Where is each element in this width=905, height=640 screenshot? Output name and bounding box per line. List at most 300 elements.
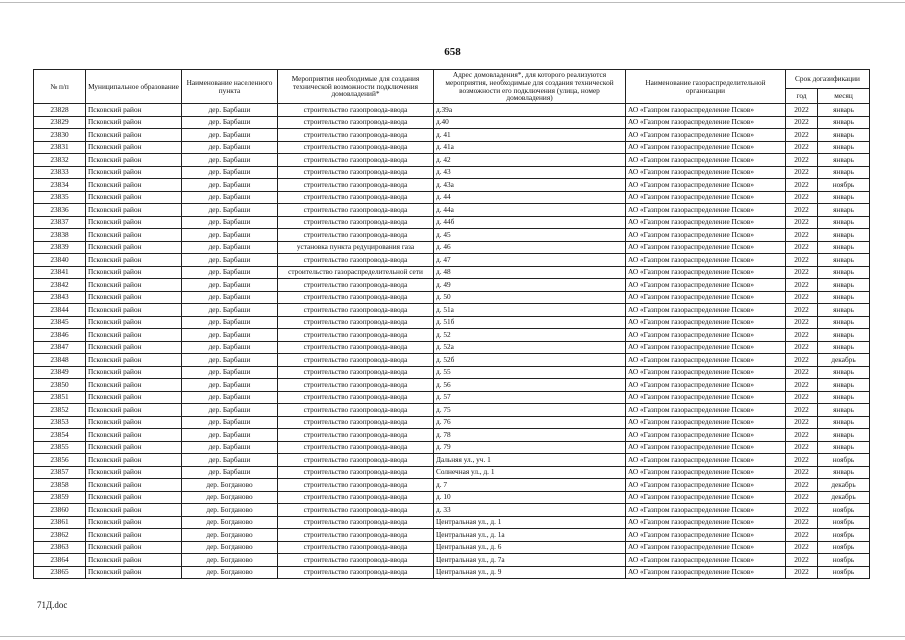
event-cell: строительство газопровода-ввода	[278, 366, 434, 379]
table-row	[34, 291, 870, 304]
address-cell: Центральная ул., д. 1	[434, 516, 626, 529]
organization-cell: АО «Газпром газораспределение Псков»	[626, 241, 786, 254]
address-cell: д.39а	[434, 104, 626, 117]
table-row	[34, 504, 870, 517]
organization-cell: АО «Газпром газораспределение Псков»	[626, 466, 786, 479]
organization-cell: АО «Газпром газораспределение Псков»	[626, 141, 786, 154]
row-number: 23857	[34, 466, 86, 479]
table-row	[34, 129, 870, 142]
year-cell: 2022	[786, 329, 818, 342]
row-number: 23861	[34, 516, 86, 529]
organization-cell: АО «Газпром газораспределение Псков»	[626, 366, 786, 379]
month-cell: январь	[818, 154, 870, 167]
table-row	[34, 554, 870, 567]
place-cell: дер. Богданово	[182, 479, 278, 492]
table-row	[34, 466, 870, 479]
event-cell: строительство газопровода-ввода	[278, 166, 434, 179]
table-row	[34, 391, 870, 404]
month-cell: ноябрь	[818, 179, 870, 192]
year-cell: 2022	[786, 566, 818, 579]
place-cell: дер. Богданово	[182, 491, 278, 504]
row-number: 23862	[34, 529, 86, 542]
row-number: 23832	[34, 154, 86, 167]
place-cell: дер. Барбаши	[182, 329, 278, 342]
table-row	[34, 529, 870, 542]
year-cell: 2022	[786, 391, 818, 404]
table-row	[34, 229, 870, 242]
event-cell: строительство газопровода-ввода	[278, 404, 434, 417]
organization-cell: АО «Газпром газораспределение Псков»	[626, 279, 786, 292]
address-cell: Дальняя ул., уч. 1	[434, 454, 626, 467]
row-number: 23849	[34, 366, 86, 379]
year-cell: 2022	[786, 204, 818, 217]
month-cell: январь	[818, 266, 870, 279]
year-cell: 2022	[786, 479, 818, 492]
year-cell: 2022	[786, 316, 818, 329]
address-cell: Центральная ул., д. 9	[434, 566, 626, 579]
year-cell: 2022	[786, 379, 818, 392]
year-cell: 2022	[786, 516, 818, 529]
district-cell: Псковский район	[86, 504, 182, 517]
address-cell: д. 51а	[434, 304, 626, 317]
year-cell: 2022	[786, 366, 818, 379]
table-row	[34, 541, 870, 554]
table-row	[34, 279, 870, 292]
scan-edge-top	[0, 2, 905, 3]
organization-cell: АО «Газпром газораспределение Псков»	[626, 454, 786, 467]
event-cell: строительство газопровода-ввода	[278, 491, 434, 504]
month-cell: ноябрь	[818, 529, 870, 542]
row-number: 23837	[34, 216, 86, 229]
event-cell: строительство газопровода-ввода	[278, 504, 434, 517]
event-cell: строительство газопровода-ввода	[278, 179, 434, 192]
row-number: 23844	[34, 304, 86, 317]
organization-cell: АО «Газпром газораспределение Псков»	[626, 354, 786, 367]
row-number: 23829	[34, 116, 86, 129]
month-cell: январь	[818, 366, 870, 379]
header-place: Наименование населенного пункта	[182, 70, 278, 104]
organization-cell: АО «Газпром газораспределение Псков»	[626, 254, 786, 267]
organization-cell: АО «Газпром газораспределение Псков»	[626, 566, 786, 579]
organization-cell: АО «Газпром газораспределение Псков»	[626, 304, 786, 317]
organization-cell: АО «Газпром газораспределение Псков»	[626, 529, 786, 542]
table-row	[34, 166, 870, 179]
year-cell: 2022	[786, 166, 818, 179]
page-number: 658	[444, 46, 461, 58]
row-number: 23864	[34, 554, 86, 567]
event-cell: строительство газопровода-ввода	[278, 229, 434, 242]
table-row	[34, 491, 870, 504]
row-number: 23831	[34, 141, 86, 154]
place-cell: дер. Барбаши	[182, 341, 278, 354]
event-cell: строительство газопровода-ввода	[278, 429, 434, 442]
place-cell: дер. Барбаши	[182, 104, 278, 117]
year-cell: 2022	[786, 254, 818, 267]
month-cell: январь	[818, 404, 870, 417]
row-number: 23839	[34, 241, 86, 254]
month-cell: январь	[818, 391, 870, 404]
row-number: 23834	[34, 179, 86, 192]
organization-cell: АО «Газпром газораспределение Псков»	[626, 404, 786, 417]
row-number: 23836	[34, 204, 86, 217]
district-cell: Псковский район	[86, 466, 182, 479]
header-organization: Наименование газораспределительной организации	[626, 70, 786, 104]
district-cell: Псковский район	[86, 516, 182, 529]
place-cell: дер. Барбаши	[182, 454, 278, 467]
organization-cell: АО «Газпром газораспределение Псков»	[626, 391, 786, 404]
event-cell: строительство газопровода-ввода	[278, 216, 434, 229]
table-row	[34, 116, 870, 129]
year-cell: 2022	[786, 441, 818, 454]
event-cell: строительство газопровода-ввода	[278, 354, 434, 367]
row-number: 23858	[34, 479, 86, 492]
place-cell: дер. Барбаши	[182, 441, 278, 454]
event-cell: строительство газопровода-ввода	[278, 329, 434, 342]
month-cell: январь	[818, 254, 870, 267]
district-cell: Псковский район	[86, 104, 182, 117]
address-cell: д. 57	[434, 391, 626, 404]
place-cell: дер. Барбаши	[182, 416, 278, 429]
organization-cell: АО «Газпром газораспределение Псков»	[626, 191, 786, 204]
table-row	[34, 354, 870, 367]
place-cell: дер. Барбаши	[182, 179, 278, 192]
row-number: 23828	[34, 104, 86, 117]
row-number: 23853	[34, 416, 86, 429]
row-number: 23851	[34, 391, 86, 404]
event-cell: строительство газопровода-ввода	[278, 204, 434, 217]
month-cell: ноябрь	[818, 504, 870, 517]
month-cell: январь	[818, 304, 870, 317]
address-cell: д. 44	[434, 191, 626, 204]
district-cell: Псковский район	[86, 316, 182, 329]
row-number: 23838	[34, 229, 86, 242]
district-cell: Псковский район	[86, 404, 182, 417]
place-cell: дер. Богданово	[182, 504, 278, 517]
event-cell: строительство газопровода-ввода	[278, 304, 434, 317]
organization-cell: АО «Газпром газораспределение Псков»	[626, 491, 786, 504]
event-cell: строительство газопровода-ввода	[278, 191, 434, 204]
month-cell: ноябрь	[818, 454, 870, 467]
event-cell: строительство газопровода-ввода	[278, 104, 434, 117]
month-cell: январь	[818, 416, 870, 429]
organization-cell: АО «Газпром газораспределение Псков»	[626, 541, 786, 554]
event-cell: строительство газопровода-ввода	[278, 566, 434, 579]
table-row	[34, 154, 870, 167]
row-number: 23843	[34, 291, 86, 304]
table-row	[34, 254, 870, 267]
year-cell: 2022	[786, 354, 818, 367]
year-cell: 2022	[786, 266, 818, 279]
table-row	[34, 429, 870, 442]
event-cell: строительство газопровода-ввода	[278, 116, 434, 129]
year-cell: 2022	[786, 304, 818, 317]
organization-cell: АО «Газпром газораспределение Псков»	[626, 441, 786, 454]
address-cell: д. 52	[434, 329, 626, 342]
address-cell: Центральная ул., д. 7а	[434, 554, 626, 567]
month-cell: январь	[818, 216, 870, 229]
year-cell: 2022	[786, 416, 818, 429]
event-cell: строительство газопровода-ввода	[278, 316, 434, 329]
organization-cell: АО «Газпром газораспределение Псков»	[626, 216, 786, 229]
month-cell: январь	[818, 279, 870, 292]
event-cell: строительство газопровода-ввода	[278, 291, 434, 304]
address-cell: д. 46	[434, 241, 626, 254]
place-cell: дер. Барбаши	[182, 116, 278, 129]
address-cell: д. 52б	[434, 354, 626, 367]
row-number: 23852	[34, 404, 86, 417]
district-cell: Псковский район	[86, 429, 182, 442]
district-cell: Псковский район	[86, 366, 182, 379]
row-number: 23850	[34, 379, 86, 392]
organization-cell: АО «Газпром газораспределение Псков»	[626, 229, 786, 242]
event-cell: строительство газопровода-ввода	[278, 141, 434, 154]
address-cell: д. 10	[434, 491, 626, 504]
address-cell: д. 45	[434, 229, 626, 242]
event-cell: строительство газораспределительной сети	[278, 266, 434, 279]
year-cell: 2022	[786, 129, 818, 142]
year-cell: 2022	[786, 154, 818, 167]
event-cell: строительство газопровода-ввода	[278, 454, 434, 467]
place-cell: дер. Барбаши	[182, 216, 278, 229]
month-cell: январь	[818, 379, 870, 392]
organization-cell: АО «Газпром газораспределение Псков»	[626, 429, 786, 442]
district-cell: Псковский район	[86, 266, 182, 279]
event-cell: строительство газопровода-ввода	[278, 529, 434, 542]
place-cell: дер. Барбаши	[182, 429, 278, 442]
place-cell: дер. Богданово	[182, 529, 278, 542]
table-row	[34, 366, 870, 379]
address-cell: д. 42	[434, 154, 626, 167]
district-cell: Псковский район	[86, 341, 182, 354]
address-cell: д. 76	[434, 416, 626, 429]
year-cell: 2022	[786, 429, 818, 442]
address-cell: д. 78	[434, 429, 626, 442]
address-cell: д. 41	[434, 129, 626, 142]
district-cell: Псковский район	[86, 541, 182, 554]
address-cell: д. 55	[434, 366, 626, 379]
table-row	[34, 329, 870, 342]
organization-cell: АО «Газпром газораспределение Псков»	[626, 129, 786, 142]
place-cell: дер. Барбаши	[182, 166, 278, 179]
place-cell: дер. Барбаши	[182, 266, 278, 279]
table-row	[34, 379, 870, 392]
month-cell: январь	[818, 129, 870, 142]
address-cell: д. 33	[434, 504, 626, 517]
address-cell: Центральная ул., д. 1а	[434, 529, 626, 542]
event-cell: строительство газопровода-ввода	[278, 279, 434, 292]
row-number: 23847	[34, 341, 86, 354]
organization-cell: АО «Газпром газораспределение Псков»	[626, 479, 786, 492]
place-cell: дер. Барбаши	[182, 304, 278, 317]
address-cell: д. 43	[434, 166, 626, 179]
district-cell: Псковский район	[86, 241, 182, 254]
year-cell: 2022	[786, 216, 818, 229]
event-cell: строительство газопровода-ввода	[278, 391, 434, 404]
place-cell: дер. Богданово	[182, 516, 278, 529]
address-cell: д. 48	[434, 266, 626, 279]
year-cell: 2022	[786, 541, 818, 554]
organization-cell: АО «Газпром газораспределение Псков»	[626, 554, 786, 567]
header-num: № п/п	[34, 70, 86, 104]
place-cell: дер. Барбаши	[182, 204, 278, 217]
table-row	[34, 304, 870, 317]
place-cell: дер. Барбаши	[182, 141, 278, 154]
place-cell: дер. Барбаши	[182, 229, 278, 242]
row-number: 23840	[34, 254, 86, 267]
district-cell: Псковский район	[86, 191, 182, 204]
month-cell: январь	[818, 466, 870, 479]
row-number: 23842	[34, 279, 86, 292]
month-cell: ноябрь	[818, 566, 870, 579]
row-number: 23835	[34, 191, 86, 204]
place-cell: дер. Барбаши	[182, 241, 278, 254]
month-cell: январь	[818, 329, 870, 342]
address-cell: д. 50	[434, 291, 626, 304]
table-row	[34, 404, 870, 417]
district-cell: Псковский район	[86, 129, 182, 142]
organization-cell: АО «Газпром газораспределение Псков»	[626, 266, 786, 279]
place-cell: дер. Барбаши	[182, 291, 278, 304]
month-cell: январь	[818, 104, 870, 117]
table-row	[34, 566, 870, 579]
place-cell: дер. Барбаши	[182, 379, 278, 392]
district-cell: Псковский район	[86, 416, 182, 429]
scan-edge-bottom	[0, 636, 905, 637]
event-cell: строительство газопровода-ввода	[278, 554, 434, 567]
address-cell: д. 41а	[434, 141, 626, 154]
organization-cell: АО «Газпром газораспределение Псков»	[626, 104, 786, 117]
district-cell: Псковский район	[86, 254, 182, 267]
place-cell: дер. Барбаши	[182, 366, 278, 379]
district-cell: Псковский район	[86, 279, 182, 292]
address-cell: д.40	[434, 116, 626, 129]
organization-cell: АО «Газпром газораспределение Псков»	[626, 179, 786, 192]
event-cell: строительство газопровода-ввода	[278, 479, 434, 492]
year-cell: 2022	[786, 229, 818, 242]
year-cell: 2022	[786, 104, 818, 117]
organization-cell: АО «Газпром газораспределение Псков»	[626, 416, 786, 429]
district-cell: Псковский район	[86, 216, 182, 229]
table-row	[34, 341, 870, 354]
table-body	[34, 104, 870, 579]
table-row	[34, 179, 870, 192]
district-cell: Псковский район	[86, 354, 182, 367]
month-cell: декабрь	[818, 491, 870, 504]
event-cell: строительство газопровода-ввода	[278, 379, 434, 392]
address-cell: д. 79	[434, 441, 626, 454]
organization-cell: АО «Газпром газораспределение Псков»	[626, 154, 786, 167]
month-cell: ноябрь	[818, 516, 870, 529]
address-cell: д. 44а	[434, 204, 626, 217]
month-cell: январь	[818, 191, 870, 204]
district-cell: Псковский район	[86, 329, 182, 342]
organization-cell: АО «Газпром газораспределение Псков»	[626, 341, 786, 354]
district-cell: Псковский район	[86, 566, 182, 579]
district-cell: Псковский район	[86, 154, 182, 167]
year-cell: 2022	[786, 116, 818, 129]
month-cell: январь	[818, 166, 870, 179]
year-cell: 2022	[786, 279, 818, 292]
place-cell: дер. Барбаши	[182, 191, 278, 204]
row-number: 23830	[34, 129, 86, 142]
header-event: Мероприятия необходимые для создания технической возможности подключения домовладений*	[278, 70, 434, 104]
month-cell: ноябрь	[818, 541, 870, 554]
month-cell: январь	[818, 204, 870, 217]
address-cell: д. 56	[434, 379, 626, 392]
year-cell: 2022	[786, 341, 818, 354]
year-cell: 2022	[786, 404, 818, 417]
district-cell: Псковский район	[86, 204, 182, 217]
table-row	[34, 316, 870, 329]
file-name: 71Д.doc	[37, 600, 68, 610]
event-cell: строительство газопровода-ввода	[278, 516, 434, 529]
address-cell: д. 49	[434, 279, 626, 292]
row-number: 23859	[34, 491, 86, 504]
place-cell: дер. Барбаши	[182, 354, 278, 367]
address-cell: д. 44б	[434, 216, 626, 229]
place-cell: дер. Богданово	[182, 541, 278, 554]
table-row	[34, 241, 870, 254]
district-cell: Псковский район	[86, 291, 182, 304]
place-cell: дер. Барбаши	[182, 316, 278, 329]
year-cell: 2022	[786, 529, 818, 542]
row-number: 23856	[34, 454, 86, 467]
district-cell: Псковский район	[86, 304, 182, 317]
table-row	[34, 204, 870, 217]
district-cell: Псковский район	[86, 454, 182, 467]
organization-cell: АО «Газпром газораспределение Псков»	[626, 166, 786, 179]
district-cell: Псковский район	[86, 229, 182, 242]
address-cell: д. 43а	[434, 179, 626, 192]
header-month: месяц	[818, 89, 870, 104]
month-cell: январь	[818, 429, 870, 442]
table-row	[34, 141, 870, 154]
table-row	[34, 454, 870, 467]
district-cell: Псковский район	[86, 441, 182, 454]
table-row	[34, 216, 870, 229]
district-cell: Псковский район	[86, 166, 182, 179]
district-cell: Псковский район	[86, 529, 182, 542]
year-cell: 2022	[786, 491, 818, 504]
year-cell: 2022	[786, 466, 818, 479]
event-cell: строительство газопровода-ввода	[278, 466, 434, 479]
row-number: 23855	[34, 441, 86, 454]
table-row	[34, 104, 870, 117]
event-cell: строительство газопровода-ввода	[278, 341, 434, 354]
district-cell: Псковский район	[86, 141, 182, 154]
event-cell: строительство газопровода-ввода	[278, 254, 434, 267]
district-cell: Псковский район	[86, 379, 182, 392]
gasification-table	[33, 69, 870, 579]
table-row	[34, 191, 870, 204]
place-cell: дер. Барбаши	[182, 391, 278, 404]
row-number: 23833	[34, 166, 86, 179]
year-cell: 2022	[786, 191, 818, 204]
table-row	[34, 479, 870, 492]
header-district: Муниципальное образование	[86, 70, 182, 104]
organization-cell: АО «Газпром газораспределение Псков»	[626, 291, 786, 304]
place-cell: дер. Барбаши	[182, 254, 278, 267]
address-cell: Центральная ул., д. 6	[434, 541, 626, 554]
month-cell: январь	[818, 229, 870, 242]
organization-cell: АО «Газпром газораспределение Псков»	[626, 116, 786, 129]
header-year: год	[786, 89, 818, 104]
organization-cell: АО «Газпром газораспределение Псков»	[626, 504, 786, 517]
row-number: 23845	[34, 316, 86, 329]
district-cell: Псковский район	[86, 491, 182, 504]
event-cell: строительство газопровода-ввода	[278, 416, 434, 429]
month-cell: январь	[818, 291, 870, 304]
